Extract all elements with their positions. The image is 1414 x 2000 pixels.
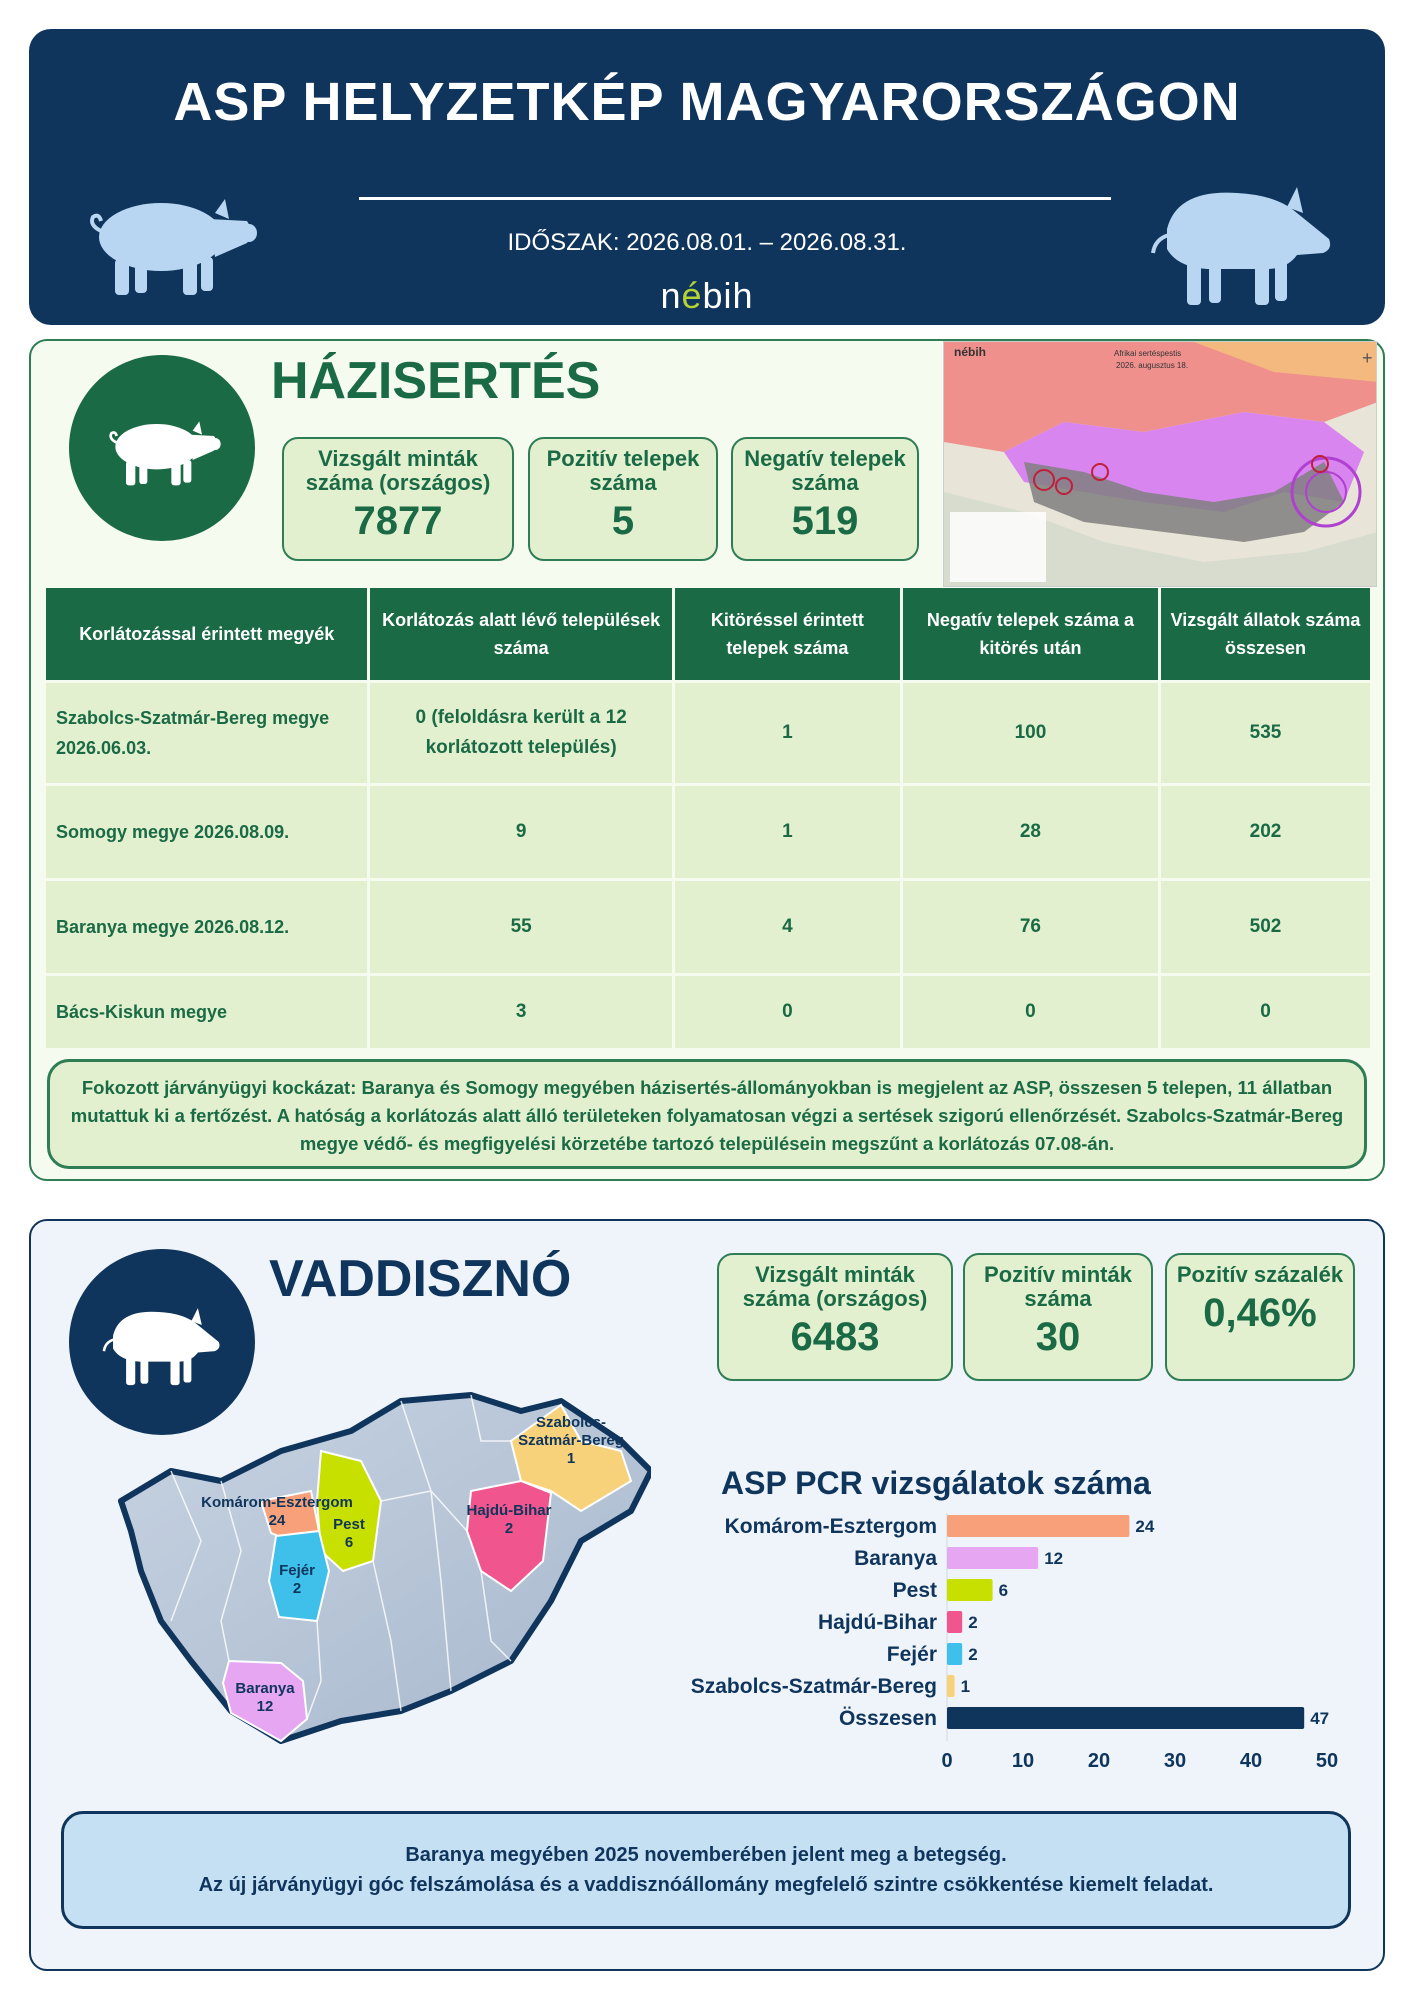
table-cell: 1 (675, 786, 900, 878)
restriction-zone-map (943, 341, 1377, 587)
category-label: Pest (892, 1579, 937, 1602)
nebih-logo: nébih (660, 275, 754, 316)
data-label: 6 (998, 1581, 1009, 1600)
category-label: Összesen (838, 1707, 937, 1730)
table-cell: Szabolcs-Szatmár-Bereg megye 2026.06.03. (46, 683, 367, 783)
map-label-fejer: Fejér (279, 1562, 315, 1579)
pcr-bar-chart (671, 1511, 1361, 1801)
table-row (46, 976, 1370, 1048)
map-value-pest: 6 (344, 1534, 354, 1551)
col-header-outbreak-farms: Kitöréssel érintett telepek száma (675, 588, 900, 680)
map-label-pest: Pest (333, 1516, 365, 1533)
header-banner (29, 29, 1385, 325)
table-cell: 202 (1161, 786, 1370, 878)
table-cell: 9 (370, 786, 671, 878)
wild-boar-section (29, 1219, 1385, 1971)
stat-wild-samples: Vizsgált minták száma (országos) 6483 (717, 1253, 953, 1381)
table-cell: 0 (903, 976, 1158, 1048)
table-row (46, 786, 1370, 878)
x-tick-label: 0 (941, 1750, 953, 1772)
stat-positive-percent: Pozitív százalék 0,46% (1165, 1253, 1355, 1381)
data-label: 2 (968, 1645, 978, 1664)
table-row (46, 683, 1370, 783)
data-label: 1 (960, 1677, 971, 1696)
stat-negative-farms: Negatív telepek száma 519 (731, 437, 919, 561)
map-label-szabolcs-1: Szabolcs- (535, 1414, 607, 1431)
pig-icon (102, 408, 222, 488)
map-label-hajdu: Hajdú-Bihar (466, 1502, 552, 1519)
table-cell: 1 (675, 683, 900, 783)
table-cell: 76 (903, 881, 1158, 973)
bar (947, 1675, 955, 1697)
chart-title: ASP PCR vizsgálatok száma (721, 1465, 1151, 1501)
data-label: 12 (1044, 1549, 1064, 1568)
stat-domestic-samples: Vizsgált minták száma (országos) 7877 (282, 437, 514, 561)
table-header-row (46, 588, 1370, 680)
domestic-risk-note: Fokozott járványügyi kockázat: Baranya és Somogy megyében házisertés-állományokban is megjelent az ASP, összesen 5 telepen, 11 állatban mutattuk ki a fertőzést. A hatóság a korlátozás alatt álló területeken folyamatosan végzi a sertések szigorú ellenőrzését. Szabolcs-Szatmár-Bereg megye védő- és megfigyelési körzetébe tartozó településein megszűnt a korlátozás 07.08-án. (47, 1059, 1367, 1169)
stat-positive-samples: Pozitív minták száma 30 (963, 1253, 1153, 1381)
table-cell: 0 (1161, 976, 1370, 1048)
wild-section-title: VADDISZNÓ (269, 1250, 572, 1308)
x-tick-label: 30 (1163, 1750, 1187, 1772)
table-cell: 3 (370, 976, 671, 1048)
table-cell: 100 (903, 683, 1158, 783)
wild-boar-icon (100, 1296, 224, 1388)
table-cell: 535 (1161, 683, 1370, 783)
bar (947, 1611, 962, 1633)
wild-note-line-2: Az új járványügyi góc felszámolása és a vaddisznóállomány megfelelő szintre csökkentése kiemelt feladat. (198, 1874, 1214, 1896)
table-cell: 0 (feloldásra került a 12 korlátozott település) (370, 683, 671, 783)
svg-text:Afrikai sertéspestis: Afrikai sertéspestis (1114, 349, 1182, 358)
bar (947, 1579, 993, 1601)
table-cell: 55 (370, 881, 671, 973)
restriction-table (43, 585, 1373, 1051)
x-tick-label: 40 (1239, 1750, 1263, 1772)
data-label: 2 (968, 1613, 978, 1632)
svg-text:nébih: nébih (954, 345, 986, 359)
table-cell: 502 (1161, 881, 1370, 973)
domestic-pig-badge (69, 355, 255, 541)
wild-boar-note (61, 1811, 1351, 1929)
page-title: ASP HELYZETKÉP MAGYARORSZÁGON (173, 72, 1241, 132)
map-value-fejer: 2 (292, 1580, 302, 1597)
category-label: Komárom-Esztergom (724, 1515, 937, 1538)
map-value-hajdu: 2 (504, 1520, 514, 1537)
table-cell: 4 (675, 881, 900, 973)
bar (947, 1547, 1038, 1569)
bar (947, 1643, 962, 1665)
svg-text:+: + (1362, 348, 1373, 368)
domestic-pig-section (29, 339, 1385, 1181)
map-value-szabolcs: 1 (566, 1450, 576, 1467)
wild-boar-icon (1147, 169, 1337, 309)
map-label-baranya: Baranya (235, 1680, 295, 1697)
map-value-komarom: 24 (268, 1512, 286, 1529)
wild-note-line-1: Baranya megyében 2025 novemberében jelent meg a betegség. (405, 1844, 1007, 1866)
map-label-komarom: Komárom-Esztergom (201, 1494, 353, 1511)
stat-positive-farms: Pozitív telepek száma 5 (528, 437, 718, 561)
table-row (46, 881, 1370, 973)
data-label: 47 (1310, 1709, 1330, 1728)
data-label: 24 (1135, 1517, 1155, 1536)
category-label: Hajdú-Bihar (817, 1611, 937, 1634)
map-label-szabolcs-2: Szatmár-Bereg (518, 1432, 624, 1449)
col-header-animals-tested: Vizsgált állatok száma összesen (1161, 588, 1370, 680)
category-label: Baranya (854, 1547, 937, 1570)
table-cell: 28 (903, 786, 1158, 878)
table-cell: Somogy megye 2026.08.09. (46, 786, 367, 878)
col-header-county: Korlátozással érintett megyék (46, 588, 367, 680)
domestic-section-title: HÁZISERTÉS (271, 352, 601, 410)
x-tick-label: 50 (1315, 1750, 1339, 1772)
title-divider (359, 197, 1111, 200)
bar (947, 1515, 1129, 1537)
period-label: IDŐSZAK: 2026.08.01. – 2026.08.31. (507, 229, 907, 256)
svg-text:2026. augusztus 18.: 2026. augusztus 18. (1116, 361, 1189, 370)
bar (947, 1707, 1304, 1729)
hungary-county-map (111, 1381, 651, 1781)
table-cell: Baranya megye 2026.08.12. (46, 881, 367, 973)
col-header-negative-farms: Negatív telepek száma a kitörés után (903, 588, 1158, 680)
table-cell: 0 (675, 976, 900, 1048)
map-value-baranya: 12 (256, 1698, 274, 1715)
table-cell: Bács-Kiskun megye (46, 976, 367, 1048)
category-label: Szabolcs-Szatmár-Bereg (690, 1675, 937, 1698)
x-tick-label: 10 (1011, 1750, 1035, 1772)
x-tick-label: 20 (1087, 1750, 1111, 1772)
category-label: Fejér (886, 1643, 937, 1666)
col-header-settlements: Korlátozás alatt lévő települések száma (370, 588, 671, 680)
